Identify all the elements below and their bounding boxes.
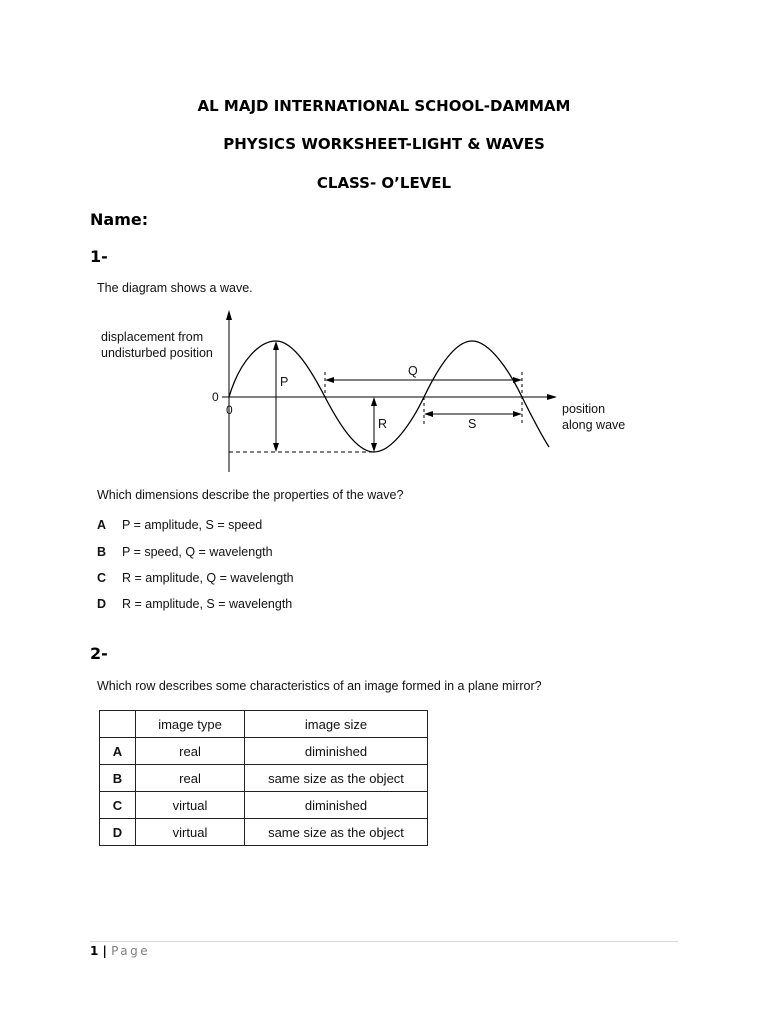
question-2-number: 2- <box>90 644 108 663</box>
footer-separator: | <box>98 944 112 958</box>
label-q: Q <box>408 364 418 378</box>
option-a-key: A <box>97 518 107 532</box>
y-axis-label-line2: undisturbed position <box>101 346 213 360</box>
option-d-text: R = amplitude, S = wavelength <box>122 597 293 611</box>
question-2-text: Which row describes some characteristics of an image formed in a plane mirror? <box>97 679 542 693</box>
table-cell: diminished <box>245 792 428 819</box>
table-cell: same size as the object <box>245 765 428 792</box>
table-cell: A <box>100 738 136 765</box>
option-d-key: D <box>97 597 107 611</box>
x-axis-label-line1: position <box>562 402 606 416</box>
table-header-cell: image type <box>136 711 245 738</box>
table-cell: virtual <box>136 792 245 819</box>
p-arrowhead-bottom <box>273 443 279 452</box>
page-footer <box>90 944 150 958</box>
x-axis-arrowhead <box>547 394 557 400</box>
option-d <box>97 597 292 611</box>
table-cell: same size as the object <box>245 819 428 846</box>
table-cell: C <box>100 792 136 819</box>
s-arrowhead-right <box>513 411 522 417</box>
label-r: R <box>378 417 388 431</box>
option-c-key: C <box>97 571 107 585</box>
zero-y-label: 0 <box>212 390 219 404</box>
option-a <box>97 518 262 532</box>
r-arrowhead-top <box>371 397 377 406</box>
mirror-image-table <box>99 710 428 846</box>
zero-x-label: 0 <box>226 403 233 417</box>
table-header-row <box>100 711 428 738</box>
table-cell: diminished <box>245 738 428 765</box>
table-cell: B <box>100 765 136 792</box>
label-s: S <box>468 417 477 431</box>
wave-diagram <box>90 300 650 480</box>
table-header-cell <box>100 711 136 738</box>
table-cell: real <box>136 738 245 765</box>
s-arrowhead-left <box>424 411 433 417</box>
page-number: 1 <box>90 944 99 958</box>
q-arrowhead-left <box>325 377 334 383</box>
option-a-text: P = amplitude, S = speed <box>122 518 263 532</box>
question-1-intro: The diagram shows a wave. <box>97 281 253 295</box>
x-axis-label-line2: along wave <box>562 418 626 432</box>
table-row <box>100 765 428 792</box>
table-row <box>100 792 428 819</box>
y-axis-label-line1: displacement from <box>101 330 204 344</box>
option-b-key: B <box>97 545 107 559</box>
label-p: P <box>280 375 289 389</box>
option-c <box>97 571 294 585</box>
y-axis-arrowhead <box>226 310 232 320</box>
footer-divider <box>90 941 678 942</box>
question-1-number: 1- <box>90 247 108 266</box>
option-b-text: P = speed, Q = wavelength <box>122 545 273 559</box>
option-c-text: R = amplitude, Q = wavelength <box>122 571 294 585</box>
table-row <box>100 819 428 846</box>
table-cell: virtual <box>136 819 245 846</box>
name-label: Name: <box>90 210 149 229</box>
worksheet-title: PHYSICS WORKSHEET-LIGHT & WAVES <box>223 135 545 153</box>
option-b <box>97 545 273 559</box>
school-title: AL MAJD INTERNATIONAL SCHOOL-DAMMAM <box>197 97 571 115</box>
class-title: CLASS- O’LEVEL <box>316 174 452 192</box>
question-1-text: Which dimensions describe the properties of the wave? <box>97 488 404 502</box>
table-cell: D <box>100 819 136 846</box>
table-header-cell: image size <box>245 711 428 738</box>
r-arrowhead-bottom <box>371 443 377 452</box>
page-word: Page <box>111 944 151 958</box>
p-arrowhead-top <box>273 341 279 350</box>
table-cell: real <box>136 765 245 792</box>
q-arrowhead-right <box>513 377 522 383</box>
table-row <box>100 738 428 765</box>
